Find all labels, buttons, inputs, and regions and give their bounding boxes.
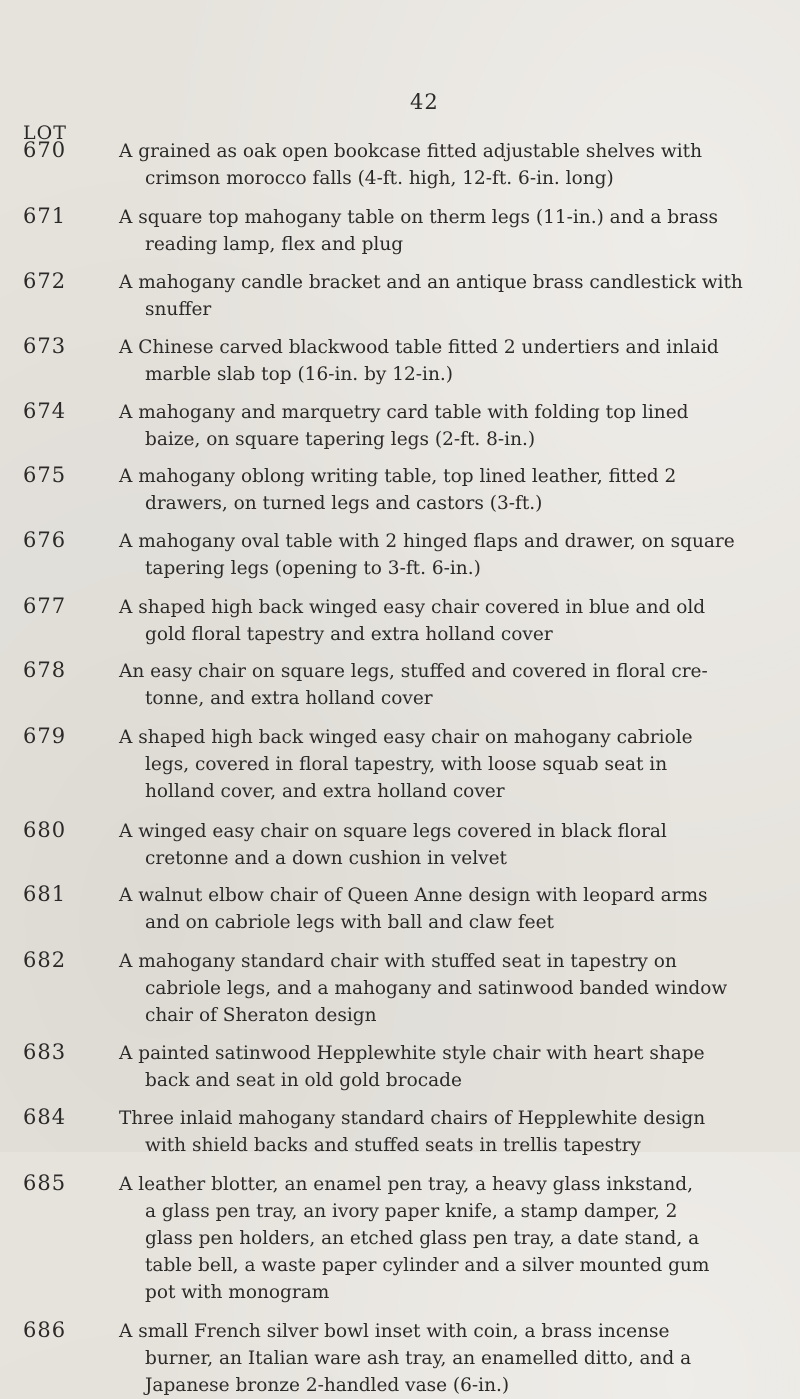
lot-number: 673 [23,334,67,358]
lot-number: 685 [23,1171,67,1195]
lot-description-line: and on cabriole legs with ball and claw feet [145,912,554,933]
lot-description-line: glass pen holders, an etched glass pen tray, a date stand, a [145,1228,700,1249]
lot-number: 670 [23,138,67,162]
lot-description-line: tonne, and extra holland cover [145,688,433,709]
lot-description-line: A walnut elbow chair of Queen Anne design with leopard arms [119,885,708,906]
lot-description-line: pot with monogram [145,1282,330,1303]
lot-number: 681 [23,882,67,906]
lot-description [119,818,773,872]
lot-number: 684 [23,1105,67,1129]
lot-description-line: A mahogany oblong writing table, top lined leather, fitted 2 [119,466,677,487]
lot-description-line: holland cover, and extra holland cover [145,781,505,802]
lot-description-line: A painted satinwood Hepplewhite style chair with heart shape [119,1043,705,1064]
page-number: 42 [410,90,439,114]
lot-description-line: A grained as oak open bookcase fitted adjustable shelves with [119,141,702,162]
lot-description-line: A shaped high back winged easy chair on mahogany cabriole [119,727,693,748]
lot-number: 679 [23,724,67,748]
lot-number: 677 [23,594,67,618]
lot-description-line: tapering legs (opening to 3-ft. 6-in.) [145,558,481,579]
lot-description-line: legs, covered in floral tapestry, with loose squab seat in [145,754,668,775]
lot-description-line: A shaped high back winged easy chair covered in blue and old [119,597,706,618]
lot-description [119,948,773,1029]
lot-description-line: A mahogany oval table with 2 hinged flaps and drawer, on square [119,531,735,552]
lot-number: 672 [23,269,67,293]
lot-description-line: A square top mahogany table on therm legs (11-in.) and a brass [119,207,718,228]
lot-description-line: a glass pen tray, an ivory paper knife, a stamp damper, 2 [145,1201,678,1222]
lot-description [119,658,773,712]
lot-number: 671 [23,204,67,228]
lot-description [119,724,773,805]
lot-description-line: crimson morocco falls (4-ft. high, 12-ft. 6-in. long) [145,168,614,189]
lot-description-line: chair of Sheraton design [145,1005,377,1026]
lot-number: 680 [23,818,67,842]
lot-description [119,1105,773,1159]
lot-description-line: table bell, a waste paper cylinder and a silver mounted gum [145,1255,710,1276]
lot-description-line: A Chinese carved blackwood table fitted 2 undertiers and inlaid [119,337,719,358]
lot-number: 678 [23,658,67,682]
lot-description [119,463,773,517]
lot-number: 683 [23,1040,67,1064]
lot-description-line: A leather blotter, an enamel pen tray, a heavy glass inkstand, [119,1174,693,1195]
lot-description-line: reading lamp, flex and plug [145,234,404,255]
lot-description-line: baize, on square tapering legs (2-ft. 8-in.) [145,429,536,450]
lot-description-line: back and seat in old gold brocade [145,1070,462,1091]
lot-description [119,399,773,453]
lot-description [119,138,773,192]
lot-description-line: marble slab top (16-in. by 12-in.) [145,364,453,385]
lot-number: 676 [23,528,67,552]
lot-description [119,1040,773,1094]
lot-number: 675 [23,463,67,487]
lot-description-line: cretonne and a down cushion in velvet [145,848,507,869]
lot-description-line: burner, an Italian ware ash tray, an enamelled ditto, and a [145,1348,692,1369]
lot-column-header: LOT [23,122,67,144]
lot-description [119,334,773,388]
lot-description-line: A mahogany candle bracket and an antique brass candlestick with [119,272,743,293]
lot-description-line: Three inlaid mahogany standard chairs of Hepplewhite design [119,1108,706,1129]
lot-description-line: A winged easy chair on square legs covered in black floral [119,821,667,842]
lot-description-line: A small French silver bowl inset with coin, a brass incense [119,1321,670,1342]
lot-description-line: gold floral tapestry and extra holland cover [145,624,553,645]
lot-description-line: A mahogany standard chair with stuffed seat in tapestry on [119,951,677,972]
lot-description-line: drawers, on turned legs and castors (3-ft.) [145,493,543,514]
lot-description [119,269,773,323]
lot-description-line: with shield backs and stuffed seats in trellis tapestry [145,1135,641,1156]
lot-description [119,594,773,648]
lot-number: 686 [23,1318,67,1342]
lot-description-line: An easy chair on square legs, stuffed and covered in floral cre- [119,661,708,682]
lot-description [119,204,773,258]
lot-description-line: Japanese bronze 2-handled vase (6-in.) [145,1375,510,1396]
lot-description [119,1171,773,1306]
lot-description [119,528,773,582]
lot-description-line: A mahogany and marquetry card table with folding top lined [119,402,689,423]
lot-description-line: cabriole legs, and a mahogany and satinwood banded window [145,978,728,999]
lot-description [119,882,773,936]
lot-description-line: snuffer [145,299,212,320]
lot-description [119,1318,773,1399]
lot-number: 674 [23,399,67,423]
lot-number: 682 [23,948,67,972]
